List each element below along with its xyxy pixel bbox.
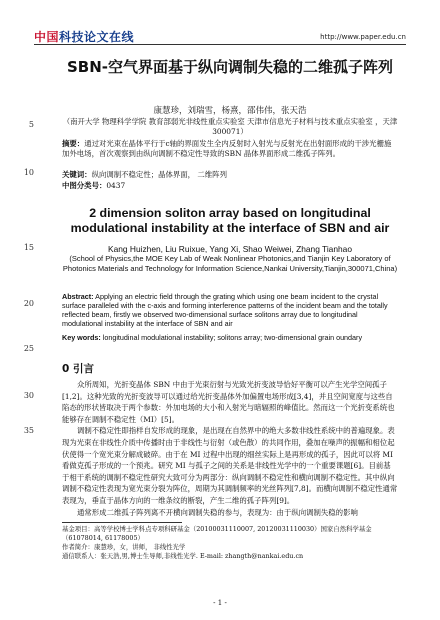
abstract-en-text: Applying an electric field through the grating which using one beam incident to the crystal surface paralleled with the c-axis and forming interference patterns of the incident beam and the totally reflected beam, firstly we observed two-dimensional surface solitons array due to longitudinal modulational instability at the interface of SBN and air <box>62 292 388 328</box>
site-logo[interactable] <box>34 28 134 45</box>
logo-red-text: 中国 <box>34 30 60 44</box>
footnote-funding: 基金项目：高等学校博士学科点专项科研基金（20100031110007, 20120031110030）国家自然科学基金（61078014, 61178005） <box>62 525 372 542</box>
logo-blue-text: 科技论文在线 <box>59 30 135 44</box>
abstract-cn <box>62 139 398 159</box>
keywords-en <box>62 333 398 342</box>
affiliation-en: (School of Physics,the MOE Key Lab of Weak Nonlinear Photonics,and Tianjin Key Laboratory of Photonics Materials and Technology for Information Science,Nankai University,Tianjin,300071,China) <box>62 254 398 273</box>
keywords-en-text: longitudinal modulational instability; solitons array; two-dimensional grain oundary <box>102 333 363 342</box>
keywords-en-label: Key words: <box>62 333 101 342</box>
abstract-cn-text: 通过对光束在晶体平行于c轴的界面发生全内反射时入射光与反射光在出射面形成的干涉光栅施加外电场，首次观察到由纵向调制不稳定性导致的SBN 晶体界面形成二维孤子阵列。 <box>62 139 392 158</box>
body-paragraph: 众所周知，光折变晶体 SBN 中由于光束衍射与光致光折变波导恰好平衡可以产生光学空间孤子[1,2]。这种光致的光折变波导可以通过给光折变晶体外加偏置电场形成[3,4]，并且空间宽度与这些自陷态的形状皆取决于两个参数：外加电场的大小和入射光与暗辐照的峰值比。然而这一个光折变系统也能够存在调制不稳定性（MI）[5]。 <box>62 380 395 424</box>
keywords-cn <box>62 170 398 180</box>
line-number: 10 <box>23 168 34 177</box>
authors-en: Kang Huizhen, Liu Ruixue, Yang Xi, Shao Weiwei, Zhang Tianhao <box>108 244 352 254</box>
footnotes <box>62 525 398 561</box>
footnote-author: 作者简介：康慧珍，女，讲师， 非线性光学 <box>62 543 186 551</box>
classification-cn-text: 0437 <box>106 181 126 190</box>
abstract-en-label: Abstract: <box>62 292 94 301</box>
body-text <box>62 379 398 518</box>
abstract-cn-label: 摘要： <box>62 139 85 148</box>
line-number: 20 <box>23 299 34 308</box>
body-paragraph: 通常形成二维孤子阵列离不开横向调制失稳的参与，表现为：由于纵向调制失稳的影响 <box>77 507 358 517</box>
section-heading: 0 引言 <box>62 363 94 375</box>
line-number: 35 <box>23 426 34 435</box>
abstract-en <box>62 292 398 328</box>
page-number: - 1 - <box>213 599 227 607</box>
affiliation-cn: （南开大学 物理科学学院 教育部弱光非线性重点实验室 天津市信息光子材料与技术重点实验室 ，天津 300071） <box>62 117 398 136</box>
header-url[interactable]: http://www.paper.edu.cn <box>320 33 406 41</box>
authors-cn: 康慧珍，刘瑞雪，杨熹，邵伟伟，张天浩 <box>153 106 307 116</box>
body-paragraph: 调制不稳定性即指样自发形成的现象，是出现在自然界中的绝大多数非线性系统中的普遍现象。表现为光束在非线性介质中传播时由于非线性与衍射（或色散）的共同作用，叠加在噪声的振幅和相位起伏使得一个宽光束分解成破碎。由于在 MI 过程中出现的细丝实际上是再形成的孤子，因此可以将 MI 看做克孤子形成的一个预兆。研究 MI 与孤子之间的关系是非线性光学中的一个重要课题[6]。目前基于相干系统的调制不稳定性研究大致可分为两部分：纵向调制不稳定性和横向调制不稳定性。其中纵向调制不稳定性表现为宽光束分裂为阵位，周期为其调制频率的光丝阵列[7,8]。而横向调制不稳定性通常表现为，垂直于晶体方向的一维条纹的断裂，产生二维的孤子阵列[9]。 <box>62 426 398 505</box>
line-number: 30 <box>23 391 34 400</box>
header-divider <box>34 44 406 45</box>
page-title-cn: SBN-空气界面基于纵向调制失稳的二维孤子阵列 <box>66 58 394 76</box>
footnote-divider <box>62 522 182 523</box>
line-number: 25 <box>23 344 34 353</box>
line-number: 15 <box>23 243 34 252</box>
classification-cn <box>62 180 398 191</box>
footnote-contact: 通信联系人：张天浩,男,博士生导师,非线性光学. E-mail: zhangth@nankai.edu.cn <box>62 552 304 560</box>
keywords-cn-label: 关键词： <box>62 170 92 179</box>
keywords-cn-text: 纵向调制不稳定性；晶体界面， 二维阵列 <box>91 170 227 179</box>
page-title-en: 2 dimension soliton array based on longitudinal modulational instability at the interface of SBN and air <box>70 206 390 235</box>
classification-cn-label: 中图分类号： <box>62 181 107 190</box>
line-number: 5 <box>28 120 34 129</box>
